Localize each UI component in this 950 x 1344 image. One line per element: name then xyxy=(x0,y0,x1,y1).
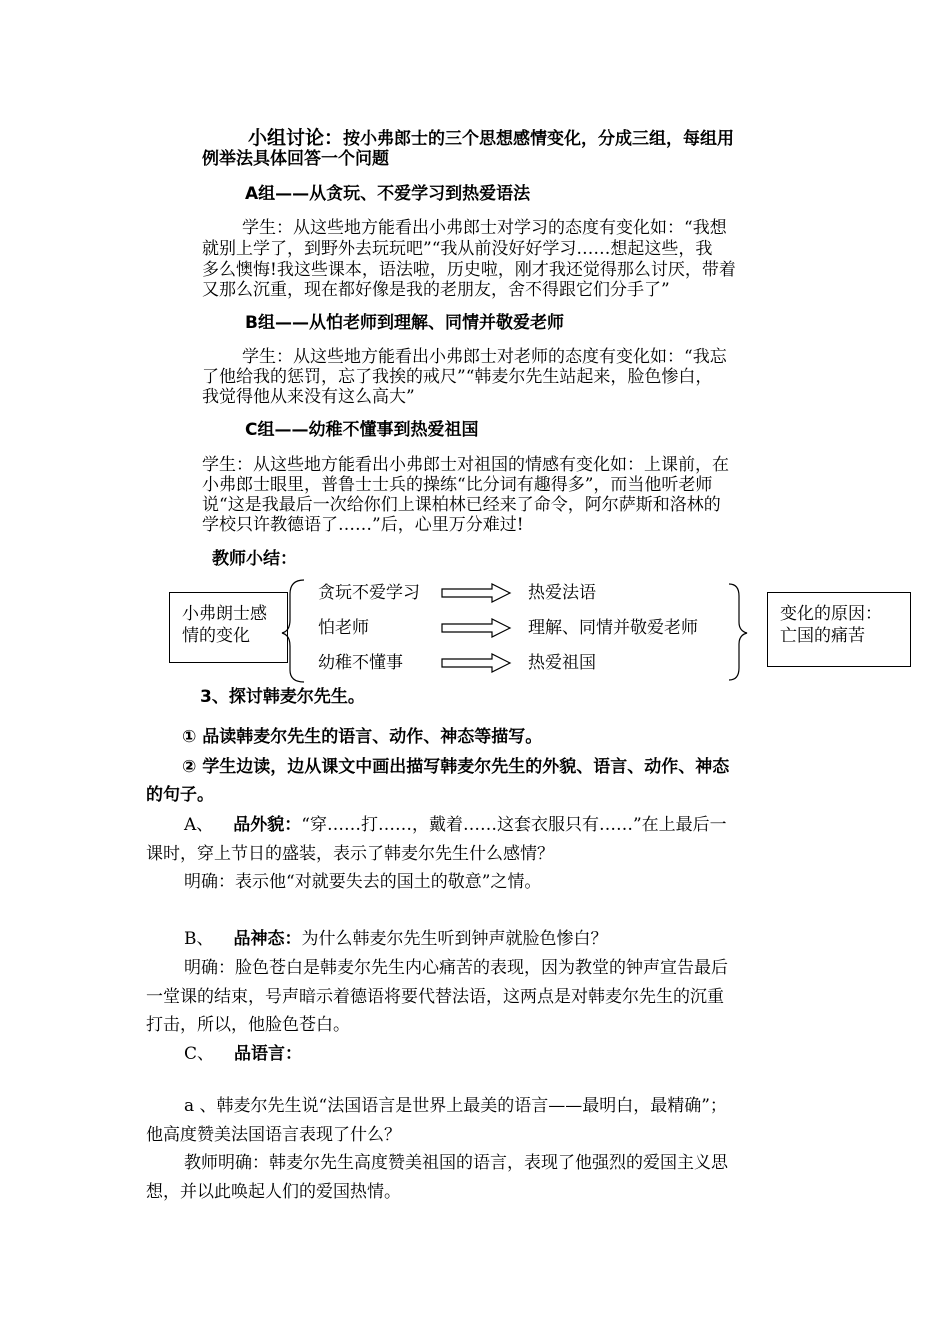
part-b-answer: 一堂课的结束，号声暗示着德语将要代替法语，这两点是对韩麦尔先生的沉重 xyxy=(146,987,724,1007)
part-a-sub: 品外貌： xyxy=(233,815,302,835)
arrow-icon xyxy=(442,619,510,637)
group-b-title: B组——从怕老师到理解、同情并敬爱老师 xyxy=(245,313,564,333)
part-b-answer: 打击，所以，他脸色苍白。 xyxy=(146,1015,350,1035)
group-a-line: 多么懊悔!我这些课本，语法啦，历史啦，刚才我还觉得那么讨厌，带着 xyxy=(202,260,736,280)
group-a-line: 学生：从这些地方能看出小弗郎士对学习的态度有变化如：“我想 xyxy=(242,218,727,238)
summary-right-box-line1: 变化的原因： xyxy=(780,604,882,624)
group-b-line: 了他给我的惩罚，忘了我挨的戒尺”“韩麦尔先生站起来，脸色惨白， xyxy=(202,367,713,387)
part-c-label: C、 xyxy=(184,1044,215,1064)
section3-item1: ① 品读韩麦尔先生的语言、动作、神态等描写。 xyxy=(182,727,543,747)
summary-row-to: 理解、同情并敬爱老师 xyxy=(528,618,698,638)
group-a-line: 又那么沉重，现在都好像是我的老朋友，舍不得跟它们分手了” xyxy=(202,280,670,300)
part-c-a-line2: 他高度赞美法国语言表现了什么？ xyxy=(146,1125,401,1145)
summary-title: 教师小结： xyxy=(212,549,297,569)
group-a-title: A组——从贪玩、不爱学习到热爱语法 xyxy=(245,184,531,204)
summary-row-from: 贪玩不爱学习 xyxy=(318,583,420,603)
arrow-icon xyxy=(442,654,510,672)
summary-row-from: 幼稚不懂事 xyxy=(318,653,403,673)
summary-row-to: 热爱法语 xyxy=(528,583,596,603)
part-a-line1 xyxy=(184,814,727,836)
part-b-answer: 明确：脸色苍白是韩麦尔先生内心痛苦的表现，因为教堂的钟声宣告最后 xyxy=(184,958,728,978)
summary-left-box-line2: 情的变化 xyxy=(182,626,250,646)
group-c-line: 学校只许教德语了……”后，心里万分难过! xyxy=(202,515,524,535)
group-c-title: C组——幼稚不懂事到热爱祖国 xyxy=(245,420,479,440)
summary-row-to: 热爱祖国 xyxy=(528,653,596,673)
part-b-label: B、 xyxy=(184,929,214,949)
discussion-label: 小组讨论： xyxy=(248,127,344,149)
group-b-line: 我觉得他从来没有这么高大” xyxy=(202,387,415,407)
part-a-text: “穿……打……，戴着……这套衣服只有……”在上最后一 xyxy=(301,815,727,835)
part-c-answer-line2: 想，并以此唤起人们的爱国热情。 xyxy=(146,1182,401,1202)
part-c-answer-line1: 教师明确：韩麦尔先生高度赞美祖国的语言，表现了他强烈的爱国主义思 xyxy=(184,1153,728,1173)
right-brace xyxy=(729,584,747,680)
arrow-icon xyxy=(442,584,510,602)
part-a-line2: 课时，穿上节日的盛装，表示了韩麦尔先生什么感情？ xyxy=(146,844,554,864)
group-b-line: 学生：从这些地方能看出小弗郎士对老师的态度有变化如：“我忘 xyxy=(242,347,727,367)
part-c-a-line1: a 、韩麦尔先生说“法国语言是世界上最美的语言——最明白，最精确”； xyxy=(184,1096,727,1116)
discussion-text: 按小弗郎士的三个思想感情变化，分成三组，每组用 xyxy=(343,129,735,149)
group-c-line: 学生：从这些地方能看出小弗郎士对祖国的情感有变化如：上课前，在 xyxy=(202,455,729,475)
part-b-line1 xyxy=(184,928,608,950)
part-a-label: A、 xyxy=(184,815,214,835)
part-a-answer: 明确：表示他“对就要失去的国土的敬意”之情。 xyxy=(184,872,542,892)
part-b-question: 为什么韩麦尔先生听到钟声就脸色惨白？ xyxy=(301,929,608,949)
left-brace xyxy=(282,580,304,682)
group-c-line: 说“这是我最后一次给你们上课柏林已经来了命令，阿尔萨斯和洛林的 xyxy=(202,495,721,515)
part-b-sub: 品神态： xyxy=(233,929,302,949)
part-c-sub: 品语言： xyxy=(234,1044,303,1064)
part-c-line1 xyxy=(184,1043,302,1065)
summary-left-box-line1: 小弗朗士感 xyxy=(182,604,267,624)
group-a-line: 就别上学了，到野外去玩玩吧”“我从前没好好学习……想起这些，我 xyxy=(202,239,713,259)
section3-title: 3、探讨韩麦尔先生。 xyxy=(200,687,365,707)
section3-item2-line1: ② 学生边读，边从课文中画出描写韩麦尔先生的外貌、语言、动作、神态 xyxy=(182,757,730,777)
summary-row-from: 怕老师 xyxy=(318,618,369,638)
summary-right-box-line2: 亡国的痛苦 xyxy=(780,626,865,646)
section3-item2-line2: 的句子。 xyxy=(146,785,214,805)
discussion-heading-line2: 例举法具体回答一个问题 xyxy=(202,149,389,169)
group-c-line: 小弗郎士眼里，普鲁士士兵的操练“比分词有趣得多”，而当他听老师 xyxy=(202,475,713,495)
